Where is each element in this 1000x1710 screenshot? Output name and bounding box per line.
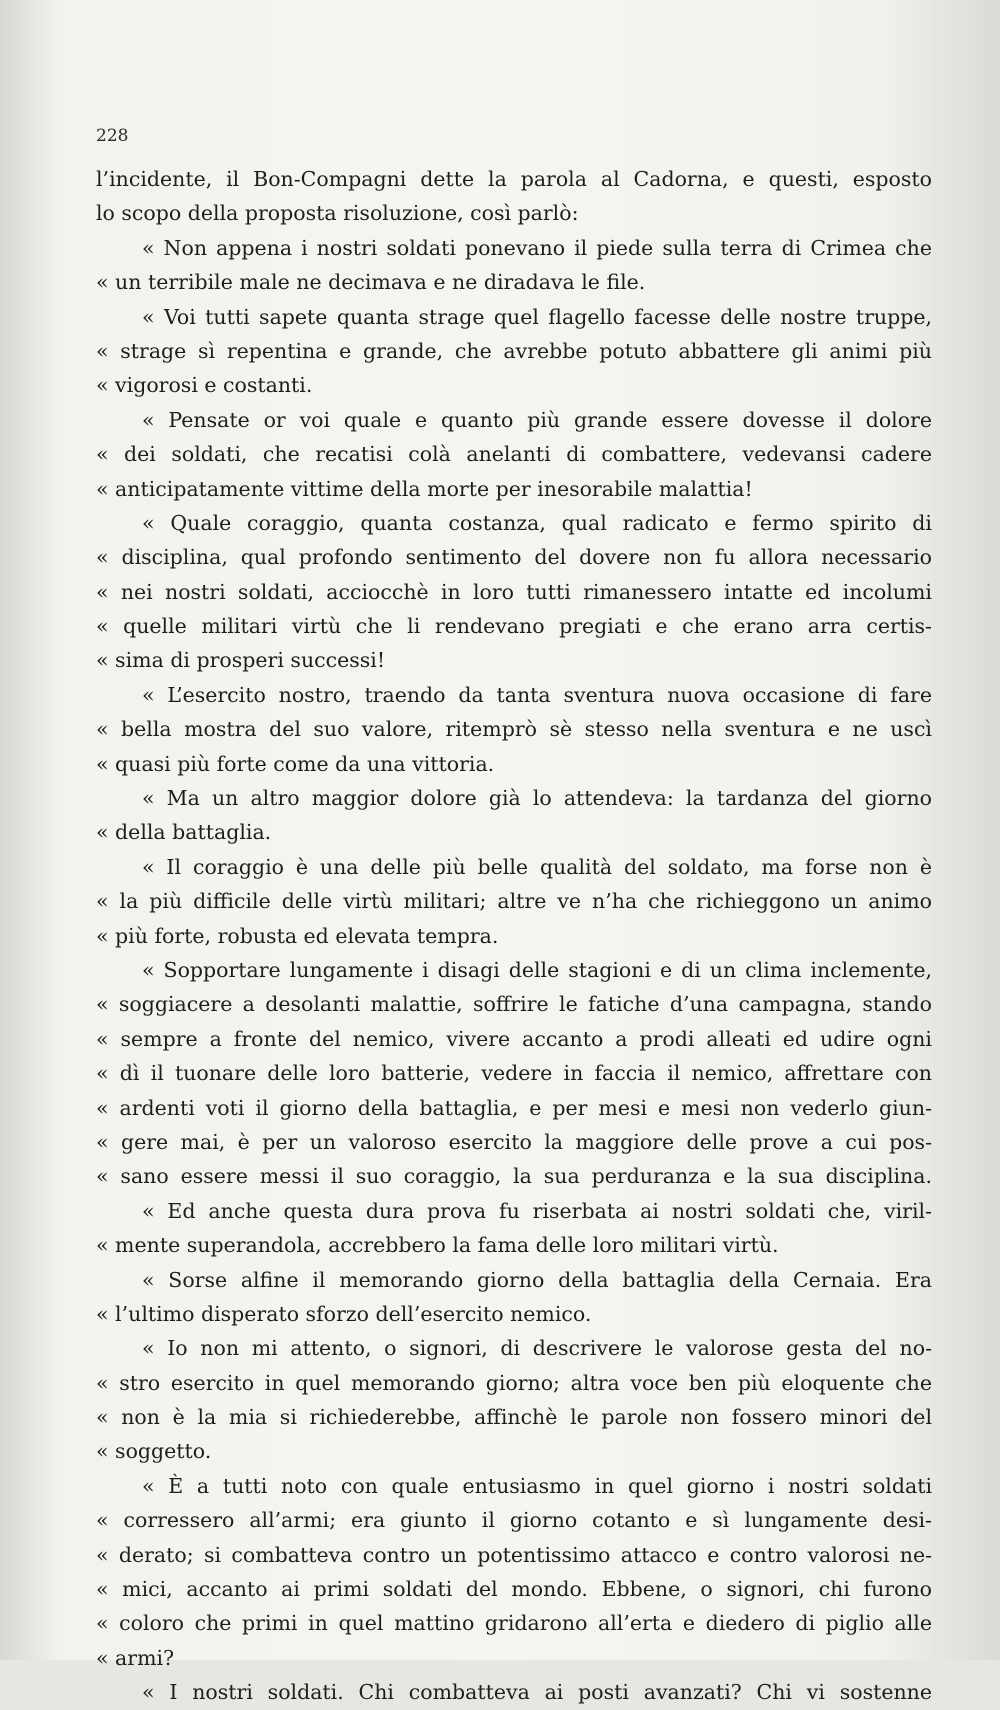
text-line: l’incidente, il Bon-Compagni dette la parola al Cadorna, e questi, esposto: [96, 167, 932, 191]
text-line: « nei nostri soldati, acciocchè in loro tutti rimanessero intatte ed incolumi: [96, 579, 932, 604]
text-line: « I nostri soldati. Chi combatteva ai posti avanzati? Chi vi sostenne: [142, 1680, 932, 1705]
text-line: « l’ultimo disperato sforzo dell’esercito nemico.: [96, 1301, 592, 1326]
text-line: « stro esercito in quel memorando giorno; altra voce ben più eloquente che: [96, 1370, 932, 1395]
text-line: « sima di prosperi successi!: [96, 648, 386, 673]
body-text: [96, 162, 932, 1710]
text-line: « Pensate or voi quale e quanto più grande essere dovesse il dolore: [142, 407, 932, 432]
text-line: « derato; si combatteva contro un potentissimo attacco e contro valorosi ne-: [96, 1542, 932, 1567]
text-line: « È a tutti noto con quale entusiasmo in quel giorno i nostri soldati: [142, 1473, 932, 1498]
text-line: « soggetto.: [96, 1439, 212, 1464]
page-number: 228: [96, 126, 129, 146]
text-line: « Ma un altro maggior dolore già lo attendeva: la tardanza del giorno: [142, 786, 932, 811]
text-line: « quelle militari virtù che li rendevano pregiati e che erano arra certis-: [96, 614, 932, 639]
text-line: « L’esercito nostro, traendo da tanta sventura nuova occasione di fare: [142, 682, 932, 707]
text-line: « coloro che primi in quel mattino gridarono all’erta e diedero di piglio alle: [96, 1611, 932, 1636]
text-line: « disciplina, qual profondo sentimento del dovere non fu allora necessario: [96, 545, 932, 570]
text-line: « più forte, robusta ed elevata tempra.: [96, 923, 499, 948]
text-line: « Voi tutti sapete quanta strage quel flagello facesse delle nostre truppe,: [142, 304, 932, 329]
text-line: « vigorosi e costanti.: [96, 373, 313, 398]
text-line: « Sorse alfine il memorando giorno della battaglia della Cernaia. Era: [142, 1267, 932, 1292]
text-line: « corressero all’armi; era giunto il giorno cotanto e sì lungamente desi-: [96, 1508, 932, 1533]
text-line: « quasi più forte come da una vittoria.: [96, 751, 495, 776]
text-line: « mici, accanto ai primi soldati del mondo. Ebbene, o signori, chi furono: [96, 1577, 932, 1602]
text-line: « dei soldati, che recatisi colà anelanti di combattere, vedevansi cadere: [96, 442, 932, 467]
text-line: « Non appena i nostri soldati ponevano il piede sulla terra di Crimea che: [142, 235, 932, 260]
text-line: « sano essere messi il suo coraggio, la sua perduranza e la sua disciplina.: [96, 1164, 932, 1189]
text-line: « Quale coraggio, quanta costanza, qual radicato e fermo spirito di: [142, 510, 932, 535]
text-line: « Ed anche questa dura prova fu riserbata ai nostri soldati che, viril-: [142, 1198, 932, 1223]
text-line: « sempre a fronte del nemico, vivere accanto a prodi alleati ed udire ogni: [96, 1026, 932, 1051]
text-line: « anticipatamente vittime della morte per inesorabile malattia!: [96, 476, 753, 501]
text-line: « armi?: [96, 1645, 175, 1670]
text-line: « gere mai, è per un valoroso esercito la maggiore delle prove a cui pos-: [96, 1129, 932, 1154]
text-line: « Il coraggio è una delle più belle qualità del soldato, ma forse non è: [142, 854, 932, 879]
text-line: « la più difficile delle virtù militari; altre ve n’ha che richieggono un animo: [96, 889, 932, 914]
text-line: « un terribile male ne decimava e ne diradava le file.: [96, 270, 646, 295]
text-line: « della battaglia.: [96, 820, 272, 845]
text-line: lo scopo della proposta risoluzione, così parlò:: [96, 201, 579, 226]
text-line: « Sopportare lungamente i disagi delle stagioni e di un clima inclemente,: [142, 957, 932, 982]
text-line: « mente superandola, accrebbero la fama delle loro militari virtù.: [96, 1233, 779, 1258]
text-line: « soggiacere a desolanti malattie, soffrire le fatiche d’una campagna, stando: [96, 992, 932, 1017]
text-line: « bella mostra del suo valore, ritemprò sè stesso nella sventura e ne uscì: [96, 717, 932, 742]
text-line: « non è la mia si richiederebbe, affinchè le parole non fossero minori del: [96, 1405, 932, 1430]
text-line: « dì il tuonare delle loro batterie, vedere in faccia il nemico, affrettare con: [96, 1061, 932, 1086]
text-line: « Io non mi attento, o signori, di descrivere le valorose gesta del no-: [142, 1336, 932, 1361]
text-line: « strage sì repentina e grande, che avrebbe potuto abbattere gli animi più: [96, 338, 932, 363]
text-line: « ardenti voti il giorno della battaglia, e per mesi e mesi non vederlo giun-: [96, 1095, 932, 1120]
